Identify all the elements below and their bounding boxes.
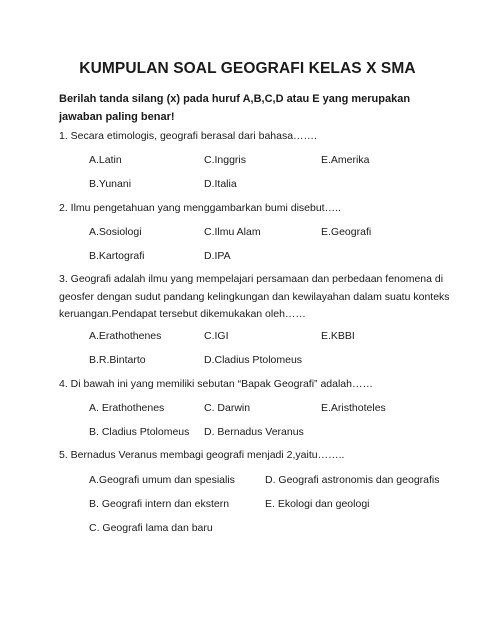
question-4-option-d: D. Bernadus Veranus [204,426,304,438]
question-4-option-b: B. Cladius Ptolomeus [89,426,190,438]
question-4-option-e: E.Aristhoteles [321,402,386,414]
question-5-option-c: C. Geografi lama dan baru [89,522,213,534]
question-2-option-d: D.IPA [204,250,231,262]
question-3-option-e: E.KBBI [321,330,355,342]
question-3-option-b: B.R.Bintarto [89,354,146,366]
page-title: KUMPULAN SOAL GEOGRAFI KELAS X SMA [79,60,416,77]
question-3-option-d: D.Cladius Ptolomeus [204,354,303,366]
question-4-option-c: C. Darwin [204,402,251,414]
question-2-option-b: B.Kartografi [89,250,145,262]
question-5-option-b: B. Geografi intern dan ekstern [89,498,230,510]
question-5-option-a: A.Geografi umum dan spesialis [89,474,235,486]
question-1-option-c: C.Inggris [204,154,247,166]
question-3-option-c: C.IGI [204,330,229,342]
question-2-option-e: E.Geografi [321,226,372,238]
question-2-option-c: C.Ilmu Alam [204,226,261,238]
instruction-text: Berilah tanda silang (x) pada huruf A,B,C,D atau E yang merupakan jawaban paling benar! [59,93,411,123]
question-3-option-a: A.Erathothenes [89,330,162,342]
question-5-option-e: E. Ekologi dan geologi [265,498,370,510]
question-4-text: 4. Di bawah ini yang memiliki sebutan “Bapak Geografi” adalah…… [59,378,373,390]
question-3-text: 3. Geografi adalah ilmu yang mempelajari persamaan dan perbedaan fenomena di geosfer dengan sudut pandang kelingkungan dan kewilayahan dalam suatu konteks keruangan.Pendapat tersebut dikemukakan oleh…… [59,273,450,320]
question-1-option-e: E.Amerika [321,154,370,166]
question-5-option-d: D. Geografi astronomis dan geografis [265,474,440,486]
question-4-option-a: A. Erathothenes [89,402,165,414]
question-1-text: 1. Secara etimologis, geografi berasal dari bahasa……. [59,130,317,142]
question-1-option-b: B.Yunani [89,178,132,190]
question-5-text: 5. Bernadus Veranus membagi geografi menjadi 2,yaitu…….. [59,449,345,461]
question-1-option-a: A.Latin [89,154,122,166]
question-1-option-d: D.Italia [204,178,237,190]
question-2-option-a: A.Sosiologi [89,226,142,238]
question-2-text: 2. Ilmu pengetahuan yang menggambarkan bumi disebut….. [59,202,341,214]
